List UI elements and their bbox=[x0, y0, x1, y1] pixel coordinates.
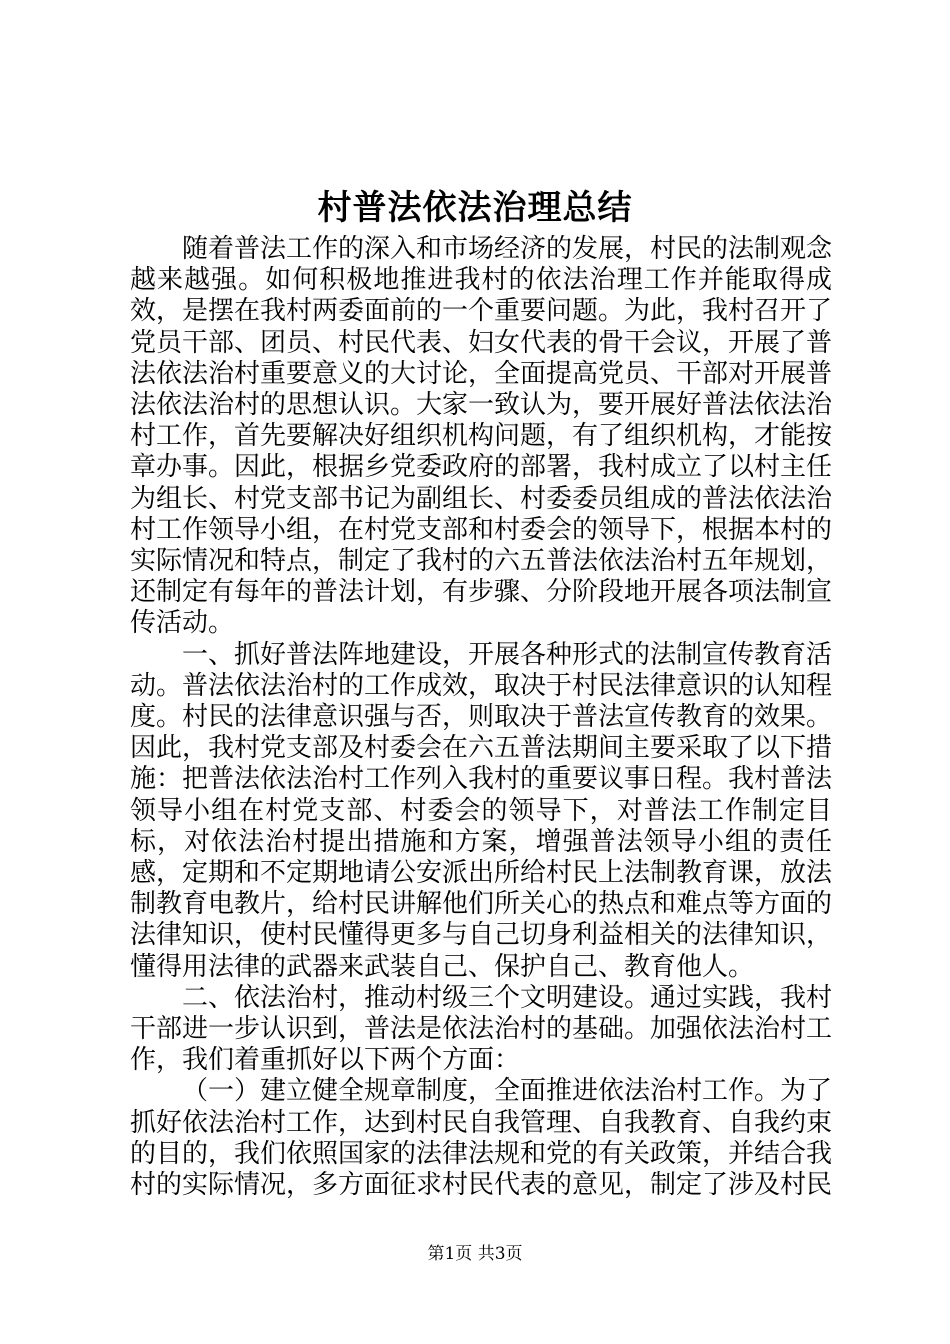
paragraph-intro: 随着普法工作的深入和市场经济的发展，村民的法制观念越来越强。如何积极地推进我村的依法治理工作并能取得成效，是摆在我村两委面前的一个重要问题。为此，我村召开了党员干部、团员、村民代表、妇女代表的骨干会议，开展了普法依法治村重要意义的大讨论，全面提高党员、干部对开展普法依法治村的思想认识。大家一致认为，要开展好普法依法治村工作，首先要解决好组织机构问题，有了组织机构，才能按章办事。因此，根据乡党委政府的部署，我村成立了以村主任为组长、村党支部书记为副组长、村委委员组成的普法依法治村工作领导小组，在村党支部和村委会的领导下，根据本村的实际情况和特点，制定了我村的六五普法依法治村五年规划，还制定有每年的普法计划，有步骤、分阶段地开展各项法制宣传活动。 bbox=[130, 234, 833, 639]
document-body bbox=[130, 234, 832, 1201]
document-title: 村普法依法治理总结 bbox=[317, 188, 633, 228]
paragraph-subsection-1: （一）建立健全规章制度，全面推进依法治村工作。为了抓好依法治村工作，达到村民自我管理、自我教育、自我约束的目的，我们依照国家的法律法规和党的有关政策，并结合我村的实际情况，多方面征求村民代表的意见，制定了涉及村民 bbox=[130, 1076, 833, 1201]
paragraph-section-1: 一、抓好普法阵地建设，开展各种形式的法制宣传教育活动。普法依法治村的工作成效，取决于村民法律意识的认知程度。村民的法律意识强与否，则取决于普法宣传教育的效果。因此，我村党支部及村委会在六五普法期间主要采取了以下措施：把普法依法治村工作列入我村的重要议事日程。我村普法领导小组在村党支部、村委会的领导下，对普法工作制定目标，对依法治村提出措施和方案，增强普法领导小组的责任感，定期和不定期地请公安派出所给村民上法制教育课，放法制教育电教片，给村民讲解他们所关心的热点和难点等方面的法律知识，使村民懂得更多与自己切身利益相关的法律知识，懂得用法律的武器来武装自己、保护自己、教育他人。 bbox=[130, 639, 833, 982]
paragraph-section-2: 二、依法治村，推动村级三个文明建设。通过实践，我村干部进一步认识到，普法是依法治村的基础。加强依法治村工作，我们着重抓好以下两个方面： bbox=[130, 982, 833, 1076]
page-footer: 第1页 共3页 bbox=[427, 1244, 523, 1264]
